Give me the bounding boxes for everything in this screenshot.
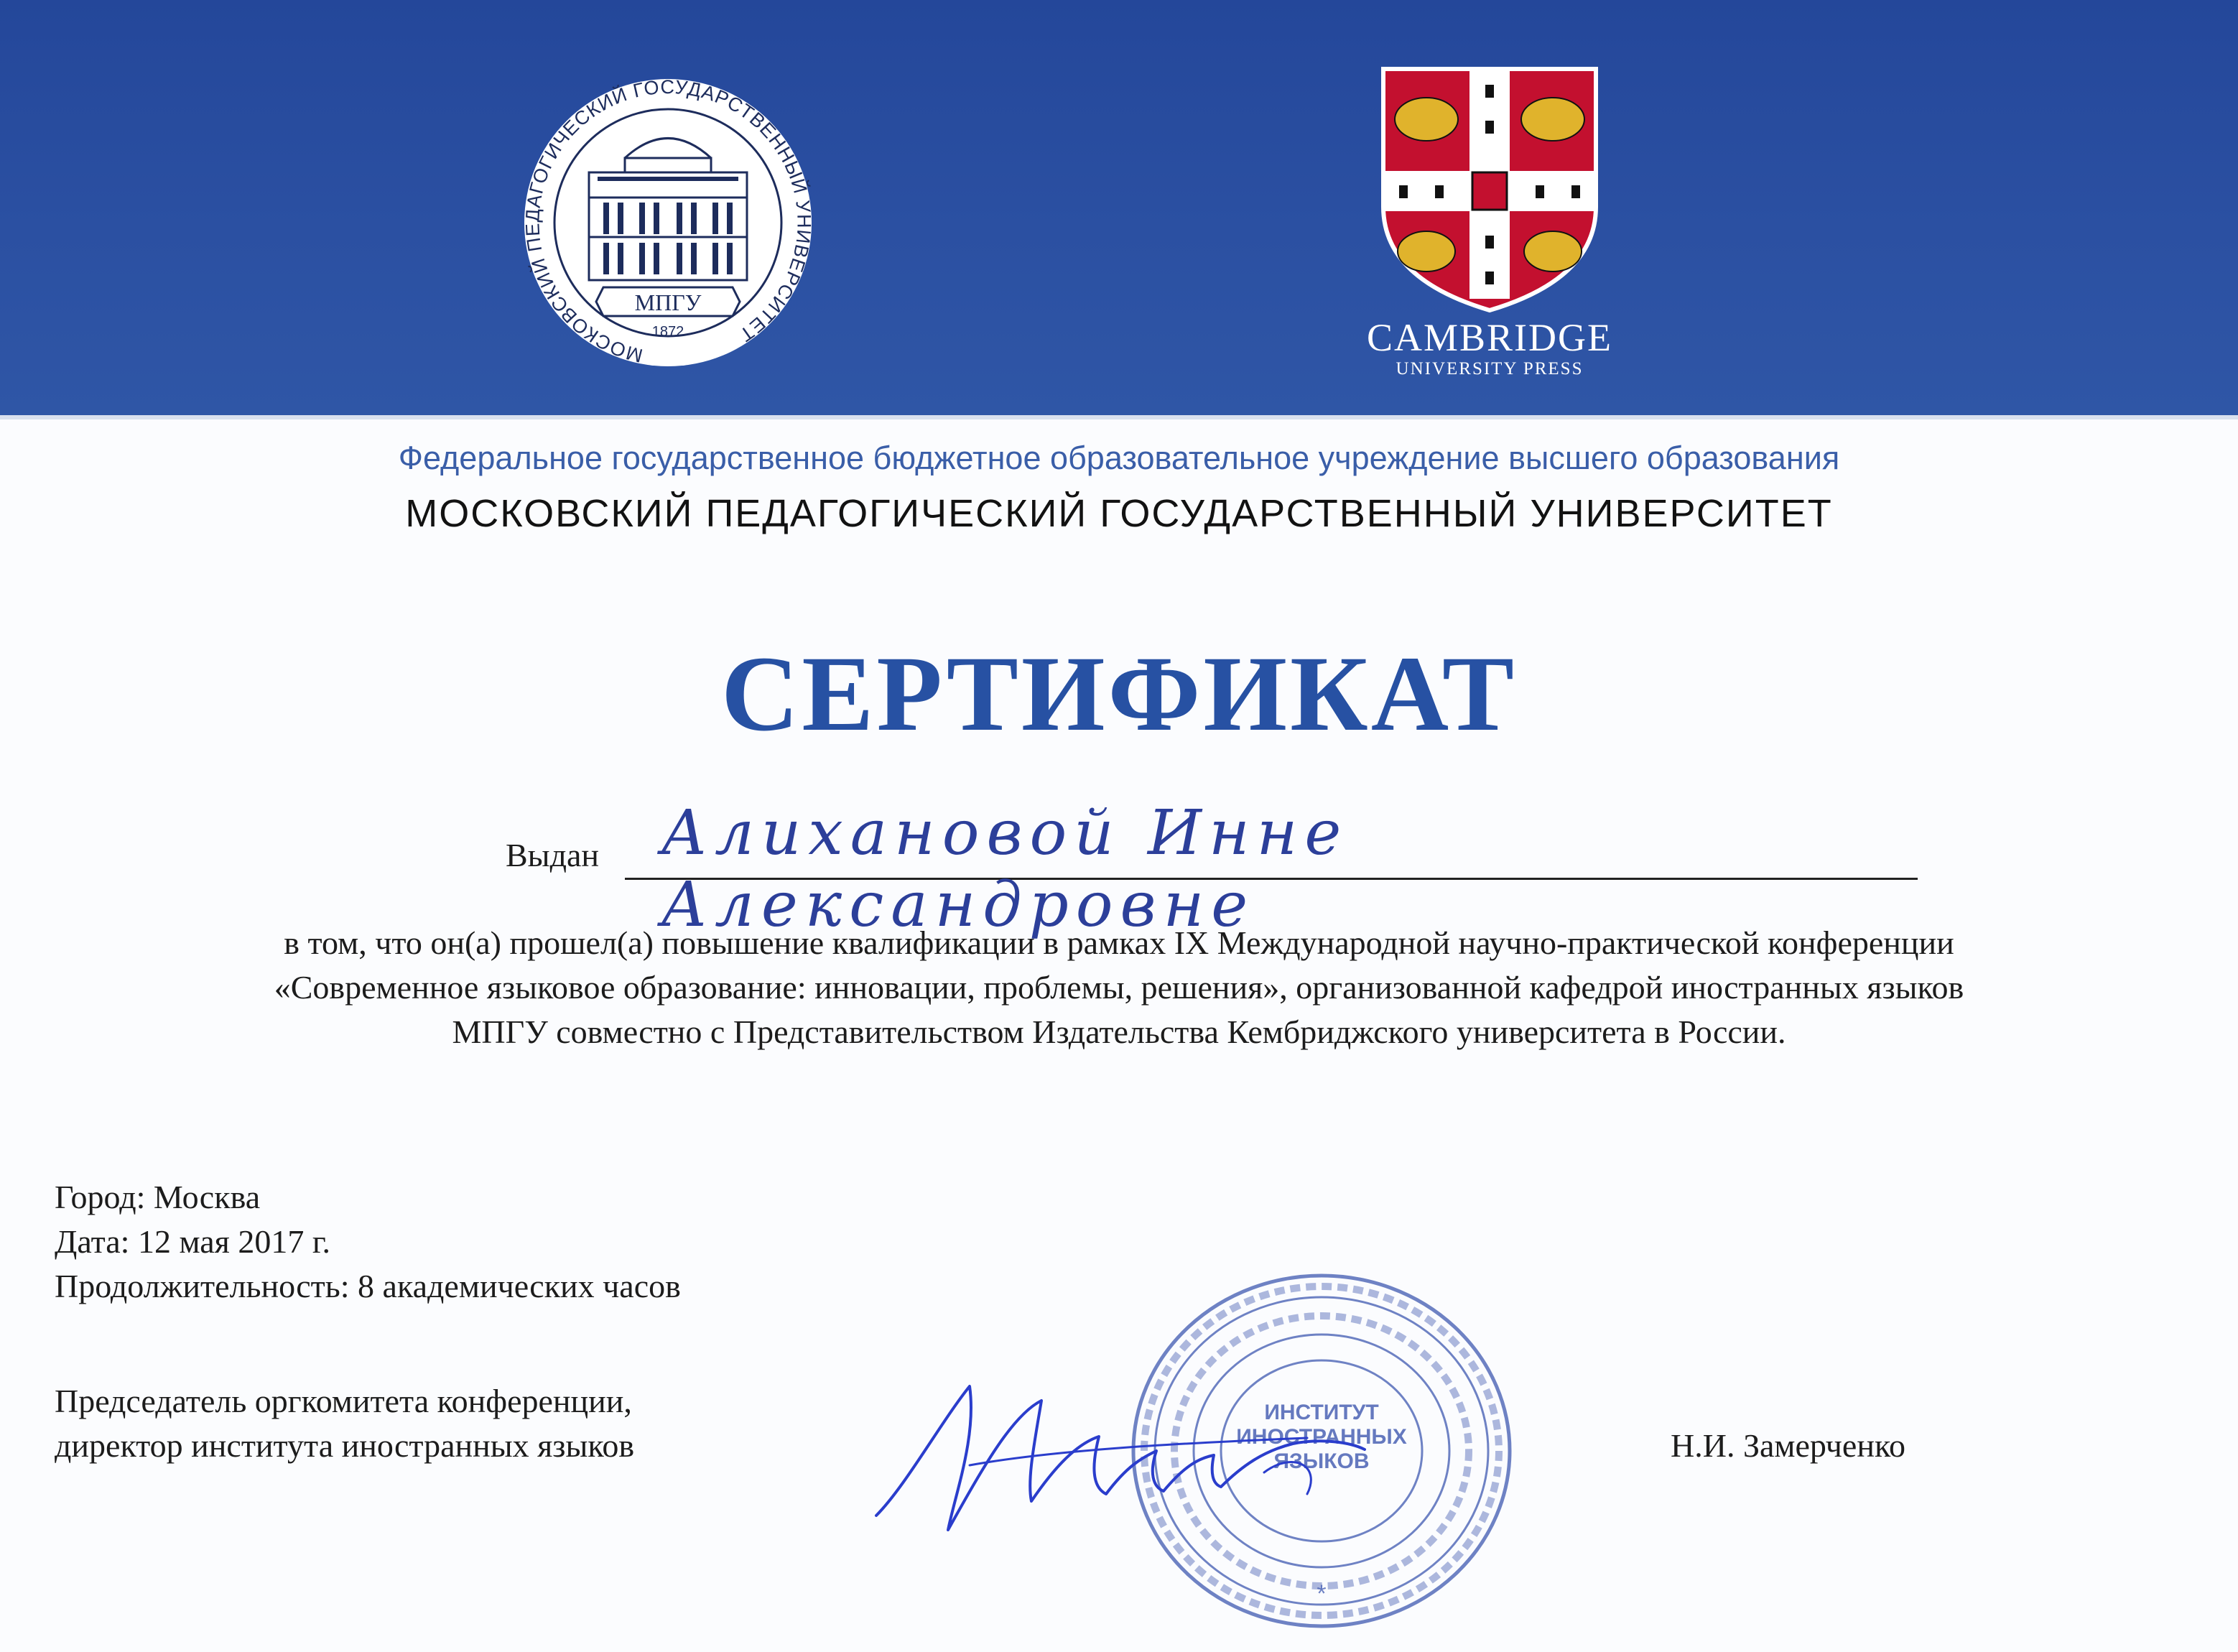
- body-line: МПГУ совместно с Представительством Издательства Кембриджского университета в России.: [452, 1013, 1786, 1050]
- body-line: «Современное языковое образование: инновации, проблемы, решения», организованной кафедрой иностранных языков: [274, 969, 1964, 1006]
- chair-line: директор института иностранных языков: [55, 1427, 635, 1464]
- issued-label: Выдан: [506, 837, 600, 873]
- cambridge-name: CAMBRIDGE: [1366, 316, 1613, 359]
- certificate-info: [55, 1175, 681, 1309]
- certificate-title: СЕРТИФИКАТ: [720, 634, 1518, 753]
- info-city: Город: Москва: [55, 1179, 261, 1215]
- body-line: в том, что он(а) прошел(а) повышение квалификации в рамках IX Международной научно-практической конференции: [284, 924, 1954, 961]
- signer-name: Н.И. Замерченко: [1671, 1427, 1905, 1464]
- banner-edge: [0, 415, 2238, 419]
- certificate-body: [43, 921, 2195, 1054]
- info-duration: Продолжительность: 8 академических часов: [55, 1268, 681, 1304]
- organization-name: МОСКОВСКИЙ ПЕДАГОГИЧЕСКИЙ ГОСУДАРСТВЕННЫЙ УНИВЕРСИТЕТ: [405, 492, 1833, 535]
- handwritten-signature: [862, 1358, 1379, 1544]
- cambridge-subtitle: UNIVERSITY PRESS: [1396, 359, 1584, 379]
- recipient-name: Алихановой Инне Александровне: [661, 797, 1349, 941]
- header-banner: [0, 0, 2238, 415]
- stamp-line: ИНСТИТУТ: [1264, 1401, 1379, 1424]
- organization-type: Федеральное государственное бюджетное образовательное учреждение высшего образования: [398, 440, 1840, 476]
- mpgu-arc-text: МОСКОВСКИЙ ПЕДАГОГИЧЕСКИЙ ГОСУДАРСТВЕННЫЙ УНИВЕРСИТЕТ: [521, 75, 815, 367]
- mpgu-logo: [517, 50, 819, 388]
- mpgu-year: 1872: [651, 324, 684, 340]
- stamp-line: ЯЗЫКОВ: [1273, 1449, 1370, 1473]
- chair-line: Председатель оргкомитета конференции,: [55, 1383, 632, 1419]
- svg-text:*: *: [1317, 1580, 1327, 1607]
- info-date: Дата: 12 мая 2017 г.: [55, 1223, 331, 1260]
- stamp-line: ИНОСТРАННЫХ: [1236, 1425, 1407, 1449]
- mpgu-ribbon: МПГУ: [634, 289, 702, 315]
- chair-title: [55, 1379, 634, 1468]
- cambridge-shield-icon: [1378, 63, 1602, 315]
